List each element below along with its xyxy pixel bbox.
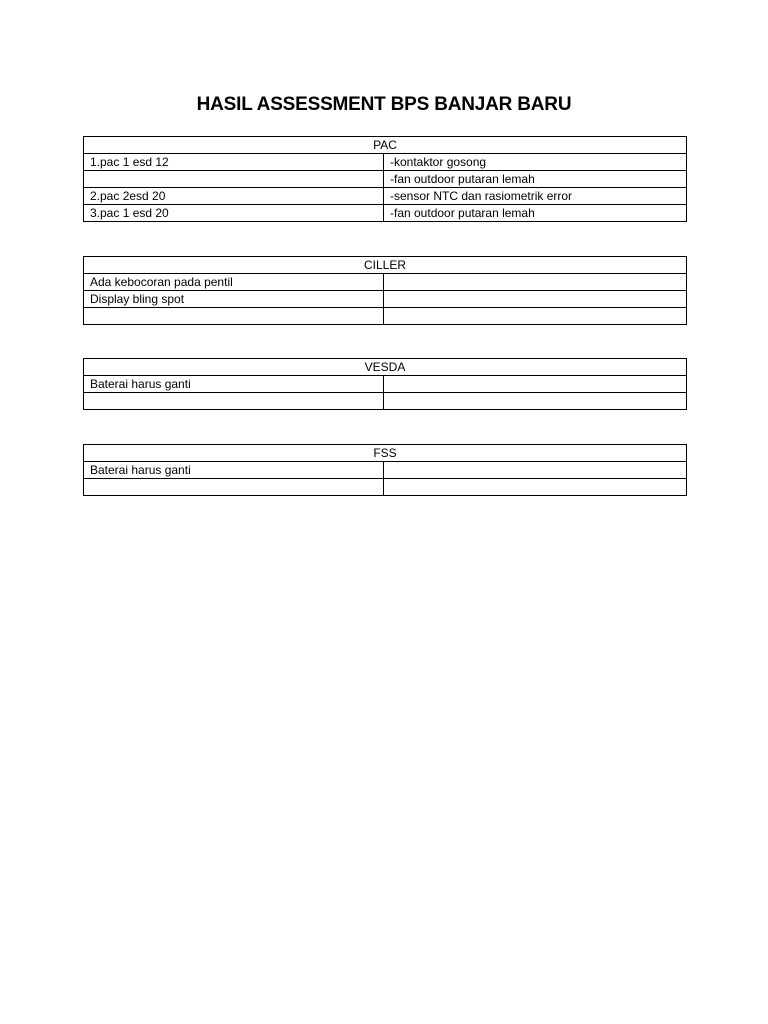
table-cell [84, 393, 384, 410]
table-row [84, 291, 687, 308]
ciller-table [83, 256, 687, 325]
table-cell: -fan outdoor putaran lemah [384, 171, 687, 188]
table-row [84, 376, 687, 393]
table-cell [384, 462, 687, 479]
table-cell [84, 308, 384, 325]
fss-header: FSS [84, 445, 687, 462]
fss-table [83, 444, 687, 496]
table-cell: -fan outdoor putaran lemah [384, 205, 687, 222]
table-row [84, 479, 687, 496]
table-row [84, 308, 687, 325]
table-cell [384, 376, 687, 393]
table-cell [384, 308, 687, 325]
pac-table [83, 136, 687, 222]
table-cell: -kontaktor gosong [384, 154, 687, 171]
table-cell [384, 291, 687, 308]
table-cell [384, 479, 687, 496]
table-cell: 1.pac 1 esd 12 [84, 154, 384, 171]
table-cell [84, 171, 384, 188]
table-header-row [84, 359, 687, 376]
table-row [84, 154, 687, 171]
table-cell [384, 393, 687, 410]
table-cell [384, 274, 687, 291]
table-cell: Baterai harus ganti [84, 462, 384, 479]
table-row [84, 205, 687, 222]
table-cell: Ada kebocoran pada pentil [84, 274, 384, 291]
table-header-row [84, 257, 687, 274]
table-row [84, 462, 687, 479]
table-row [84, 393, 687, 410]
table-row [84, 188, 687, 205]
table-cell: 3.pac 1 esd 20 [84, 205, 384, 222]
table-row [84, 171, 687, 188]
vesda-header: VESDA [84, 359, 687, 376]
table-cell [84, 479, 384, 496]
table-row [84, 274, 687, 291]
document-title: HASIL ASSESSMENT BPS BANJAR BARU [196, 94, 572, 115]
table-cell: Baterai harus ganti [84, 376, 384, 393]
table-cell: Display bling spot [84, 291, 384, 308]
table-header-row [84, 445, 687, 462]
table-header-row [84, 137, 687, 154]
pac-header: PAC [84, 137, 687, 154]
table-cell: -sensor NTC dan rasiometrik error [384, 188, 687, 205]
table-cell: 2.pac 2esd 20 [84, 188, 384, 205]
vesda-table [83, 358, 687, 410]
ciller-header: CILLER [84, 257, 687, 274]
